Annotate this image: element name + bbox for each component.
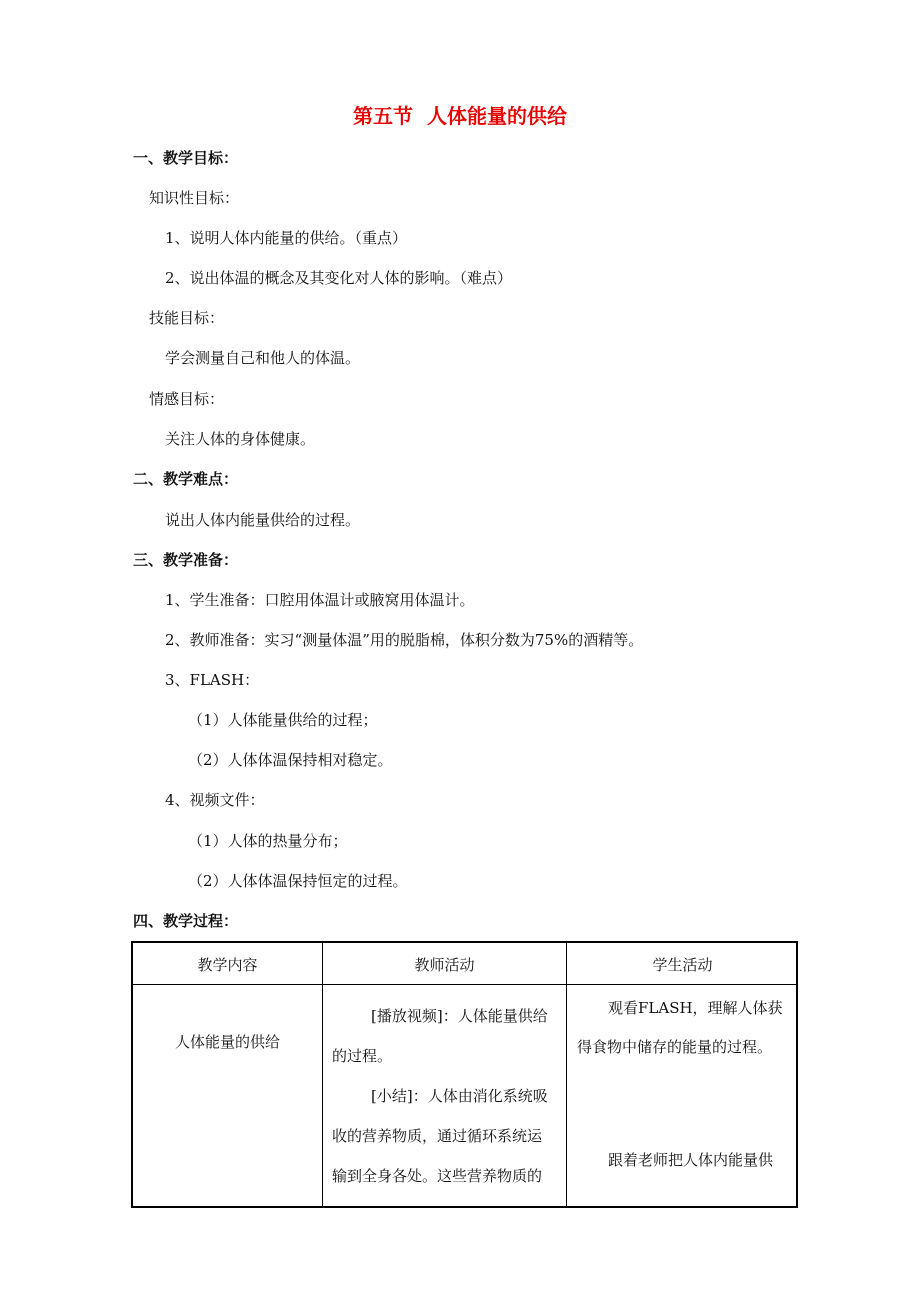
teacher-activity-line: [播放视频]：人体能量供给 (371, 1007, 548, 1025)
skill-objective-label: 技能目标： (149, 309, 225, 327)
preparation-item: 4、视频文件： (165, 791, 265, 809)
teacher-activity-line: 收的营养物质，通过循环系统运 (332, 1127, 543, 1145)
document-title: 第五节 人体能量的供给 (353, 104, 567, 128)
section-heading-difficulty: 二、教学难点： (133, 470, 239, 488)
knowledge-objective-label: 知识性目标： (149, 189, 240, 207)
teacher-activity-line: 的过程。 (332, 1047, 393, 1065)
preparation-subitem: （2）人体体温保持恒定的过程。 (188, 872, 408, 890)
knowledge-objective-item: 1、说明人体内能量的供给。（重点） (165, 229, 408, 247)
teaching-process-table (131, 941, 798, 1208)
preparation-item: 3、FLASH： (165, 671, 260, 689)
skill-objective-item: 学会测量自己和他人的体温。 (165, 349, 361, 367)
table-header-student: 学生活动 (652, 956, 713, 974)
table-column-divider (566, 943, 567, 1206)
preparation-item: 2、教师准备：实习“测量体温”用的脱脂棉，体积分数为75%的酒精等。 (165, 631, 644, 649)
preparation-subitem: （1）人体的热量分布； (188, 832, 348, 850)
section-heading-process: 四、教学过程： (133, 912, 239, 930)
preparation-subitem: （2）人体体温保持相对稳定。 (188, 751, 393, 769)
table-header-content: 教学内容 (197, 956, 258, 974)
preparation-item: 1、学生准备：口腔用体温计或腋窝用体温计。 (165, 591, 475, 609)
teacher-activity-line: 输到全身各处。这些营养物质的 (332, 1167, 543, 1185)
knowledge-objective-item: 2、说出体温的概念及其变化对人体的影响。（难点） (165, 269, 513, 287)
teacher-activity-line: [小结]：人体由消化系统吸 (371, 1087, 548, 1105)
section-heading-objectives: 一、教学目标： (133, 149, 239, 167)
student-activity-line: 得食物中储存的能量的过程。 (577, 1038, 773, 1056)
student-activity-line: 跟着老师把人体内能量供 (608, 1151, 774, 1169)
table-header-teacher: 教师活动 (414, 956, 475, 974)
table-column-divider (322, 943, 323, 1206)
difficulty-item: 说出人体内能量供给的过程。 (165, 511, 361, 529)
table-header-divider (133, 984, 796, 985)
preparation-subitem: （1）人体能量供给的过程； (188, 711, 378, 729)
table-cell-content: 人体能量的供给 (174, 1033, 280, 1051)
section-heading-preparation: 三、教学准备： (133, 551, 239, 569)
student-activity-line: 观看FLASH，理解人体获 (608, 999, 783, 1017)
emotion-objective-item: 关注人体的身体健康。 (165, 430, 316, 448)
emotion-objective-label: 情感目标： (149, 390, 225, 408)
